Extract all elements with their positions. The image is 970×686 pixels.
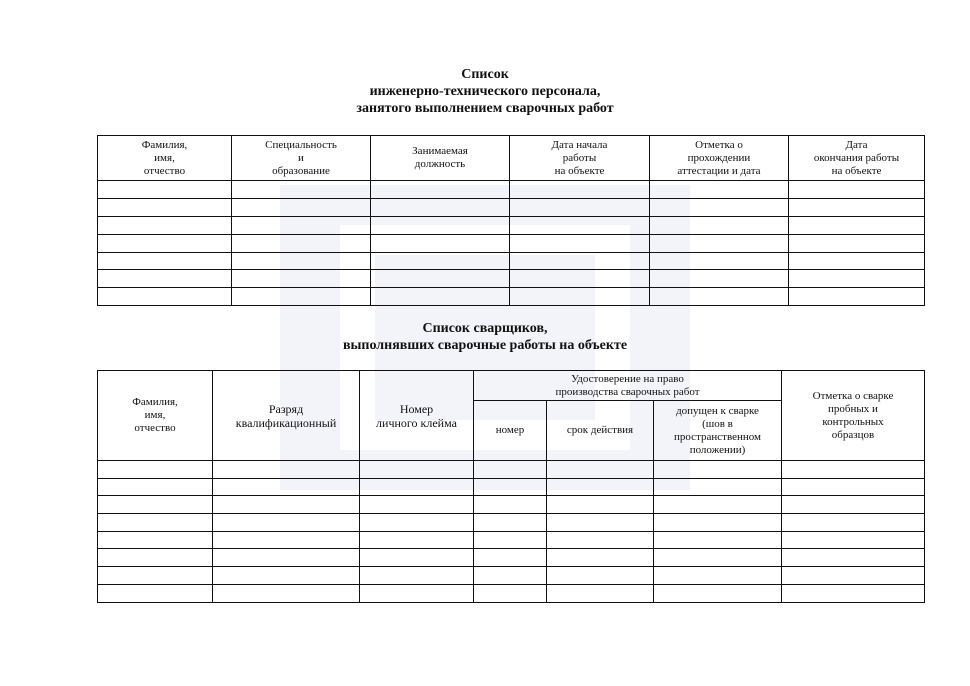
table-cell[interactable] (474, 531, 547, 549)
table-cell[interactable] (213, 567, 360, 585)
column-header-admitted: допущен к сварке (шов в пространственном положении) (654, 401, 782, 461)
table-row (98, 234, 925, 252)
column-header-grade: Разряд квалификационный (213, 371, 360, 461)
engineering-staff-table (97, 135, 925, 306)
table-cell[interactable] (547, 461, 654, 479)
table-row (98, 549, 925, 567)
table-cell[interactable] (789, 234, 925, 252)
table-cell[interactable] (510, 288, 650, 306)
column-header-start-date: Дата начала работы на объекте (510, 136, 650, 181)
table-cell[interactable] (360, 514, 474, 532)
table-row (98, 478, 925, 496)
table-cell[interactable] (474, 549, 547, 567)
table-cell[interactable] (371, 198, 510, 216)
table-cell[interactable] (232, 198, 371, 216)
table-cell[interactable] (98, 181, 232, 199)
table-cell[interactable] (547, 531, 654, 549)
table-cell[interactable] (547, 584, 654, 602)
table-cell[interactable] (650, 198, 789, 216)
table-cell[interactable] (654, 549, 782, 567)
table-row (98, 181, 925, 199)
table-cell[interactable] (213, 461, 360, 479)
table-row (98, 288, 925, 306)
table-cell[interactable] (782, 514, 925, 532)
table-cell[interactable] (360, 567, 474, 585)
table-cell[interactable] (360, 496, 474, 514)
table-cell[interactable] (510, 181, 650, 199)
table-cell[interactable] (474, 461, 547, 479)
table-cell[interactable] (782, 496, 925, 514)
table-cell[interactable] (98, 198, 232, 216)
welders-table-body (98, 461, 925, 603)
table-row (98, 584, 925, 602)
table-cell[interactable] (232, 270, 371, 288)
engineering-staff-table-body (98, 181, 925, 306)
table-cell[interactable] (98, 567, 213, 585)
welders-table (97, 370, 925, 603)
column-header-stamp: Номер личного клейма (360, 371, 474, 461)
table-row (98, 531, 925, 549)
table-cell[interactable] (98, 234, 232, 252)
table-row (98, 252, 925, 270)
table-cell[interactable] (371, 288, 510, 306)
table-row (98, 461, 925, 479)
table-header-row (98, 371, 925, 401)
table-cell[interactable] (789, 198, 925, 216)
column-header-position: Занимаемая должность (371, 136, 510, 181)
list2-title-line: Список сварщиков, (422, 321, 548, 336)
table-cell[interactable] (654, 496, 782, 514)
table-cell[interactable] (474, 496, 547, 514)
column-header-number: номер (474, 401, 547, 461)
table-cell[interactable] (510, 252, 650, 270)
table-cell[interactable] (547, 478, 654, 496)
table-cell[interactable] (654, 461, 782, 479)
table-cell[interactable] (213, 531, 360, 549)
table-cell[interactable] (213, 549, 360, 567)
column-header-certification: Отметка о прохождении аттестации и дата (650, 136, 789, 181)
table-cell[interactable] (650, 288, 789, 306)
table-row (98, 216, 925, 234)
table-cell[interactable] (213, 496, 360, 514)
list1-title-line: Список (461, 67, 509, 82)
table-cell[interactable] (98, 584, 213, 602)
table-cell[interactable] (510, 270, 650, 288)
table-cell[interactable] (232, 234, 371, 252)
table-cell[interactable] (654, 584, 782, 602)
table-cell[interactable] (654, 531, 782, 549)
table-cell[interactable] (789, 252, 925, 270)
column-header-end-date: Дата окончания работы на объекте (789, 136, 925, 181)
table-cell[interactable] (371, 270, 510, 288)
table-cell[interactable] (360, 531, 474, 549)
table-cell[interactable] (650, 181, 789, 199)
table-cell[interactable] (782, 549, 925, 567)
table-cell[interactable] (782, 584, 925, 602)
table-cell[interactable] (371, 216, 510, 234)
table-row (98, 567, 925, 585)
table-cell[interactable] (654, 514, 782, 532)
table-cell[interactable] (98, 496, 213, 514)
table-cell[interactable] (98, 461, 213, 479)
list1-title (0, 66, 970, 117)
table-cell[interactable] (547, 567, 654, 585)
table-row (98, 270, 925, 288)
list1-title-line: инженерно-технического персонала, (369, 84, 601, 99)
table-cell[interactable] (547, 549, 654, 567)
table-cell[interactable] (782, 567, 925, 585)
table-row (98, 514, 925, 532)
table-cell[interactable] (782, 531, 925, 549)
table-cell[interactable] (371, 252, 510, 270)
table-cell[interactable] (654, 567, 782, 585)
table-cell[interactable] (232, 181, 371, 199)
column-header-certificate-group: Удостоверение на право производства сварочных работ (474, 371, 782, 401)
table-cell[interactable] (213, 514, 360, 532)
table-cell[interactable] (232, 216, 371, 234)
table-cell[interactable] (789, 288, 925, 306)
column-header-test-samples: Отметка о сварке пробных и контрольных образцов (782, 371, 925, 461)
table-cell[interactable] (213, 584, 360, 602)
table-cell[interactable] (654, 478, 782, 496)
table-cell[interactable] (98, 549, 213, 567)
table-cell[interactable] (650, 270, 789, 288)
table-cell[interactable] (650, 234, 789, 252)
table-cell[interactable] (474, 584, 547, 602)
list2-title-line: выполнявших сварочные работы на объекте (342, 338, 628, 353)
table-cell[interactable] (98, 216, 232, 234)
table-cell[interactable] (650, 216, 789, 234)
table-cell[interactable] (98, 252, 232, 270)
table-cell[interactable] (232, 288, 371, 306)
table-cell[interactable] (371, 234, 510, 252)
table-cell[interactable] (510, 216, 650, 234)
table-cell[interactable] (510, 198, 650, 216)
table-cell[interactable] (98, 531, 213, 549)
list2-title (0, 320, 970, 354)
table-cell[interactable] (98, 478, 213, 496)
column-header-name: Фамилия, имя, отчество (98, 371, 213, 461)
table-cell[interactable] (213, 478, 360, 496)
table-cell[interactable] (360, 584, 474, 602)
table-cell[interactable] (98, 288, 232, 306)
table-cell[interactable] (650, 252, 789, 270)
table-cell[interactable] (98, 514, 213, 532)
column-header-validity: срок действия (547, 401, 654, 461)
table-cell[interactable] (360, 549, 474, 567)
table-cell[interactable] (782, 461, 925, 479)
table-cell[interactable] (232, 252, 371, 270)
table-cell[interactable] (371, 181, 510, 199)
table-row (98, 198, 925, 216)
table-cell[interactable] (789, 216, 925, 234)
table-cell[interactable] (474, 567, 547, 585)
table-cell[interactable] (98, 270, 232, 288)
table-cell[interactable] (510, 234, 650, 252)
table-cell[interactable] (789, 181, 925, 199)
table-row (98, 496, 925, 514)
table-cell[interactable] (789, 270, 925, 288)
column-header-specialty: Специальность и образование (232, 136, 371, 181)
table-cell[interactable] (782, 478, 925, 496)
table-cell[interactable] (547, 514, 654, 532)
table-cell[interactable] (474, 514, 547, 532)
table-cell[interactable] (474, 478, 547, 496)
table-cell[interactable] (547, 496, 654, 514)
table-header-row (98, 136, 925, 181)
column-header-name: Фамилия, имя, отчество (98, 136, 232, 181)
table-cell[interactable] (360, 461, 474, 479)
table-cell[interactable] (360, 478, 474, 496)
list1-title-line: занятого выполнением сварочных работ (356, 101, 614, 116)
